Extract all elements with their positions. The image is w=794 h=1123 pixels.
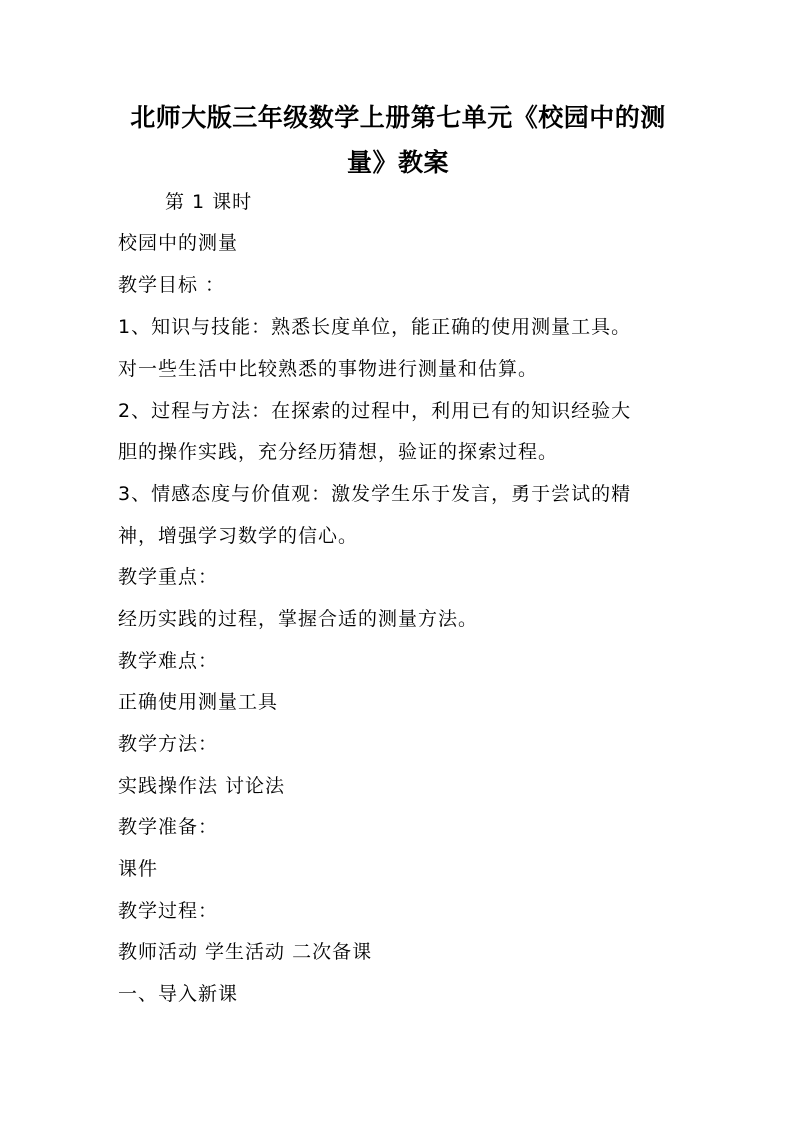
paragraph-line: 对一些生活中比较熟悉的事物进行测量和估算。 bbox=[118, 358, 539, 380]
paragraph-line: 一、导入新课 bbox=[118, 983, 239, 1005]
section-heading-process: 教学过程： bbox=[118, 900, 219, 922]
paragraph-line: 教师活动 学生活动 二次备课 bbox=[118, 941, 373, 963]
section-heading-goals: 教学目标 ： bbox=[118, 274, 226, 296]
lesson-period: 第 1 课时 bbox=[165, 191, 253, 213]
paragraph-line: 实践操作法 讨论法 bbox=[118, 775, 286, 797]
section-heading-key-points: 教学重点： bbox=[118, 566, 219, 588]
paragraph-line: 3、情感态度与价值观：激发学生乐于发言，勇于尝试的精 bbox=[118, 483, 632, 505]
paragraph-line: 2、过程与方法：在探索的过程中，利用已有的知识经验大 bbox=[118, 400, 632, 422]
lesson-topic: 校园中的测量 bbox=[118, 232, 239, 254]
paragraph-line: 经历实践的过程，掌握合适的测量方法。 bbox=[118, 608, 479, 630]
section-heading-methods: 教学方法： bbox=[118, 733, 219, 755]
paragraph-line: 胆的操作实践，充分经历猜想，验证的探索过程。 bbox=[118, 441, 559, 463]
paragraph-line: 神，增强学习数学的信心。 bbox=[118, 525, 359, 547]
paragraph-line: 1、知识与技能：熟悉长度单位，能正确的使用测量工具。 bbox=[118, 316, 632, 338]
section-heading-difficulties: 教学难点： bbox=[118, 650, 219, 672]
section-heading-preparation: 教学准备： bbox=[118, 816, 219, 838]
paragraph-line: 课件 bbox=[118, 858, 159, 880]
document-title: 北师大版三年级数学上册第七单元《校园中的测量》教案 bbox=[130, 103, 666, 177]
paragraph-line: 正确使用测量工具 bbox=[118, 691, 279, 713]
